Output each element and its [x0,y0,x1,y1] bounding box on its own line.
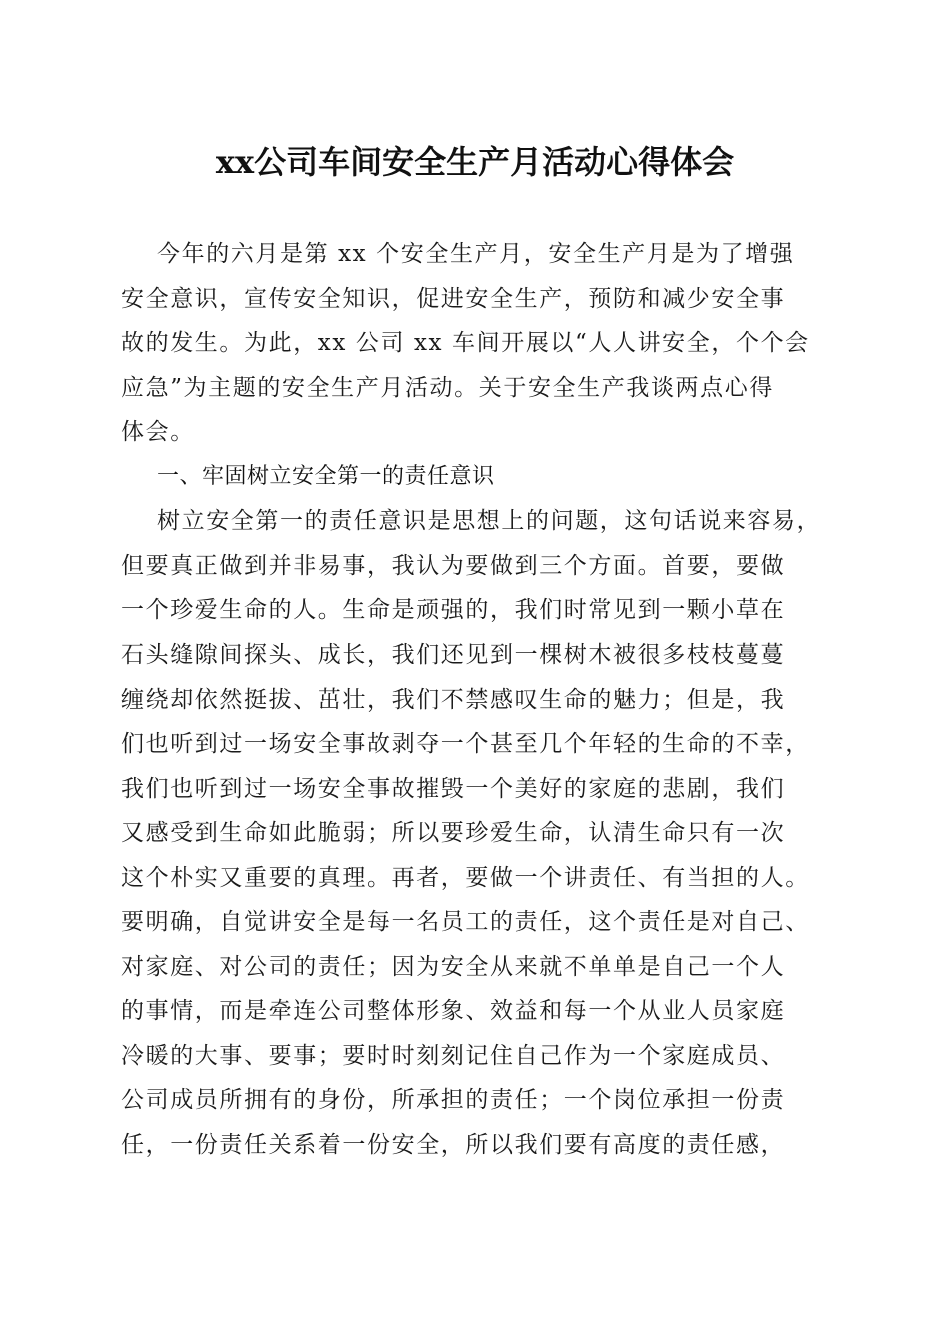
body-line: 公司成员所拥有的身份，所承担的责任；一个岗位承担一份责 [121,1087,786,1113]
document-title: xx公司车间安全生产月活动心得体会 [215,143,735,181]
body-line: 一个珍爱生命的人。生命是顽强的，我们时常见到一颗小草在 [121,597,786,623]
intro-line: 安全意识，宣传安全知识，促进安全生产，预防和减少安全事 [121,286,786,312]
intro-line: 体会。 [121,419,195,445]
body-line: 但要真正做到并非易事，我认为要做到三个方面。首要，要做 [121,553,786,579]
body-line: 对家庭、对公司的责任；因为安全从来就不单单是自己一个人 [121,954,786,980]
intro-line: 应急”为主题的安全生产月活动。关于安全生产我谈两点心得 [121,375,774,401]
intro-line: 今年的六月是第 xx 个安全生产月，安全生产月是为了增强 [157,241,795,267]
body-line: 这个朴实又重要的真理。再者，要做一个讲责任、有当担的人。 [121,865,810,891]
body-line: 们也听到过一场安全事故剥夺一个甚至几个年轻的生命的不幸， [121,731,810,757]
body-line: 冷暖的大事、要事；要时时刻刻记住自己作为一个家庭成员、 [121,1043,786,1069]
body-line: 又感受到生命如此脆弱；所以要珍爱生命，认清生命只有一次 [121,820,786,846]
body-line: 石头缝隙间探头、成长，我们还见到一棵树木被很多枝枝蔓蔓 [121,642,786,668]
body-line: 缠绕却依然挺拔、茁壮，我们不禁感叹生命的魅力；但是，我 [121,687,786,713]
body-line: 我们也听到过一场安全事故摧毁一个美好的家庭的悲剧，我们 [121,776,786,802]
section-heading: 一、牢固树立安全第一的责任意识 [157,464,495,489]
body-line: 要明确，自觉讲安全是每一名员工的责任，这个责任是对自己、 [121,909,810,935]
body-line: 树立安全第一的责任意识是思想上的问题，这句话说来容易， [157,508,822,534]
body-line: 的事情，而是牵连公司整体形象、效益和每一个从业人员家庭 [121,998,786,1024]
body-line: 任，一份责任关系着一份安全，所以我们要有高度的责任感， [121,1132,786,1158]
intro-line: 故的发生。为此，xx 公司 xx 车间开展以“人人讲安全，个个会 [121,330,810,356]
